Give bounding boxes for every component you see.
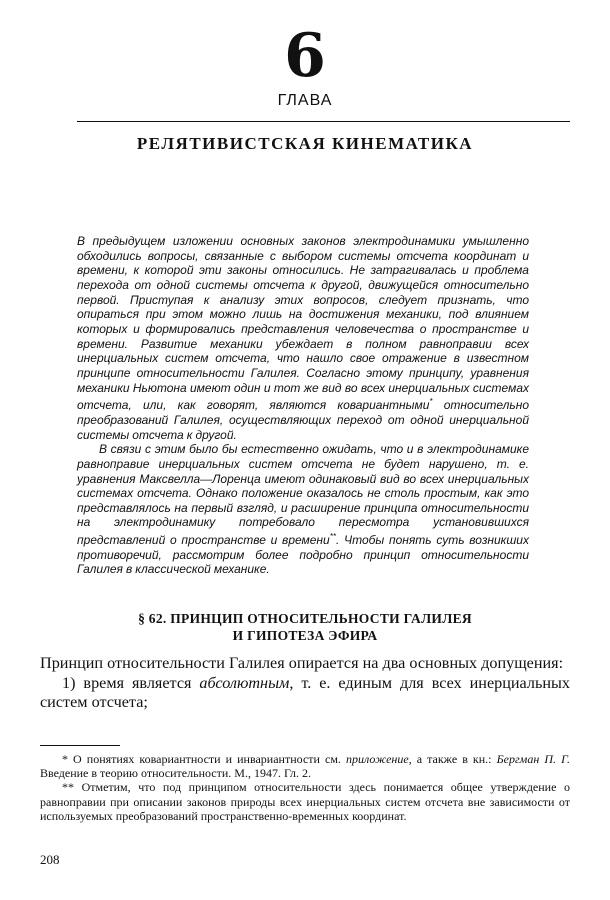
footnote-text: * О понятиях ковариантности и инвариантности см. <box>62 752 346 766</box>
abstract-text: относительно преобразований Галилея, осуществляющих переход от одной инерциальной системы отсчета к другой. <box>77 398 529 442</box>
chapter-abstract <box>77 234 529 577</box>
body-text <box>40 654 570 713</box>
page-number: 208 <box>40 852 60 867</box>
section-heading-line: § 62. ПРИНЦИП ОТНОСИТЕЛЬНОСТИ ГАЛИЛЕЯ <box>138 611 472 626</box>
footnote <box>40 752 570 780</box>
abstract-text: В связи с этим было бы естественно ожидать, что и в электродинамике равноправие инерциальных систем отсчета не будет нарушено, т. е. уравнения Максвелла—Лоренца имеют одинаковый вид во всех инерциальных системах отсчета. Однако положение оказалось не столь простым, как это представлялось на первый взгляд, и расширение принципа относительности на электродинамику потребовало пересмотра установившихся представлений о пространстве и времени <box>77 442 529 548</box>
body-text-span: 1) время является <box>62 673 200 692</box>
abstract-paragraph <box>77 442 529 577</box>
footnote-text: , а также в кн.: <box>408 752 497 766</box>
body-paragraph <box>40 674 570 713</box>
abstract-text: . Чтобы понять суть возникших противоречий, рассмотрим более подробно принцип относительности Галилея в классической механике. <box>77 533 529 577</box>
chapter-divider <box>77 121 570 122</box>
body-paragraph: Принцип относительности Галилея опирается на два основных допущения: <box>40 654 564 672</box>
body-text-span: , т. е. единым для всех инерциальных систем отсчета; <box>40 673 570 711</box>
footnote: ** Отметим, что под принципом относительности здесь понимается общее утверждение о равноправии при описании законов природы всех инерциальных систем отсчета вне зависимости от используемых преобразований пространственно-временных координат. <box>40 780 570 823</box>
emphasis: абсолютным <box>199 673 290 692</box>
footnote-text: Введение в теорию относительности. М., 1947. Гл. 2. <box>40 766 311 781</box>
footnote-ref: ** <box>329 532 336 542</box>
emphasis: приложение <box>345 752 409 766</box>
footnote-divider <box>40 745 120 746</box>
footnote-ref: * <box>429 397 433 407</box>
chapter-label: ГЛАВА <box>277 92 333 109</box>
chapter-title: РЕЛЯТИВИСТСКАЯ КИНЕМАТИКА <box>136 134 474 153</box>
chapter-number: 6 <box>284 21 326 91</box>
footnotes <box>40 752 570 823</box>
abstract-text: В предыдущем изложении основных законов электродинамики умышленно обходились вопросы, связанные с выбором системы отсчета координат и времени, к которой эти законы относились. Не затрагивалась и проблема перехода от одной системы отсчета к другой, движущейся относительно первой. Приступая к анализу этих вопросов, следует признать, что опираться при этом можно лишь на достижения механики, под влиянием которых и формировались представления человечества о пространстве и времени. Развитие механики убеждает в полном равноправии всех инерциальных систем отсчета, что нашло свое отражение в известном принципе относительности Галилея. Согласно этому принципу, уравнения механики Ньютона имеют один и тот же вид во всех инерциальных системах отсчета, или, как говорят, являются ковариантными <box>77 234 529 413</box>
abstract-paragraph <box>77 234 529 442</box>
emphasis: Бергман П. Г. <box>496 752 571 766</box>
section-heading-line: И ГИПОТЕЗА ЭФИРА <box>232 628 378 643</box>
section-heading <box>0 610 610 644</box>
